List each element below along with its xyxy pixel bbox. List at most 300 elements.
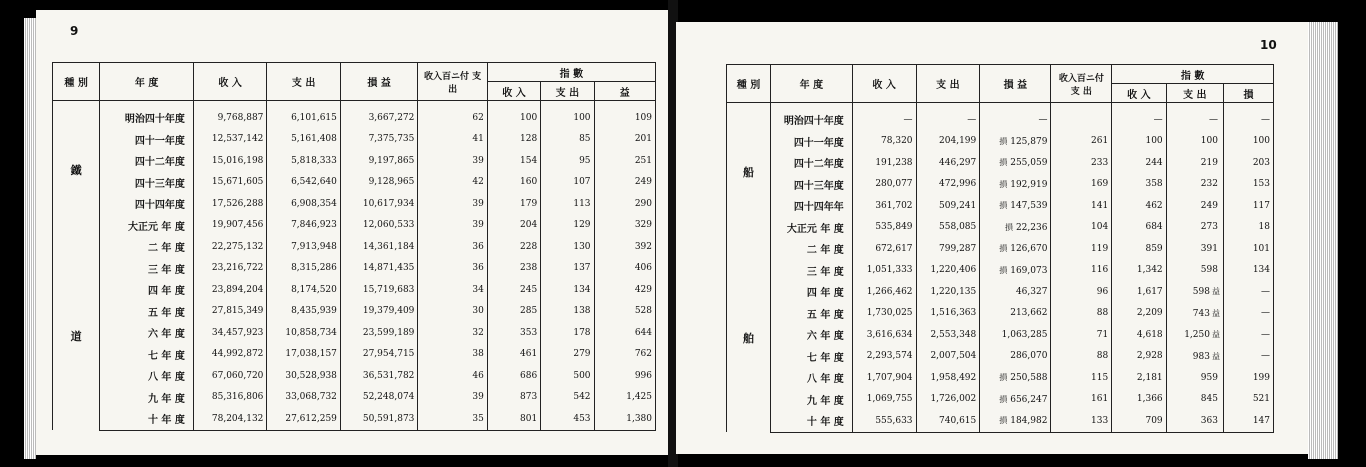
ratio-cell: 141	[1051, 195, 1112, 217]
index-income-cell: 245	[487, 279, 540, 301]
index-income-cell: 179	[487, 193, 540, 215]
profit-cell	[340, 215, 418, 237]
index-expense-cell	[541, 193, 594, 215]
year-cell: 五 年 度	[100, 301, 194, 323]
table-row	[727, 174, 1274, 196]
ratio-cell: 88	[1051, 346, 1112, 368]
index-income-cell: 2,181	[1112, 367, 1166, 389]
profit-value: 23,599,189	[362, 327, 415, 338]
index-profit-cell: 109	[594, 101, 655, 129]
index-expense-value: 983	[1192, 351, 1210, 362]
profit-cell	[980, 174, 1051, 196]
ratio-cell: 116	[1051, 260, 1112, 282]
year-cell: 七 年 度	[100, 344, 194, 366]
ratio-cell: 39	[418, 215, 487, 237]
profit-cell	[980, 389, 1051, 411]
year-cell: 大正元 年 度	[100, 215, 194, 237]
income-cell: 555,633	[852, 410, 916, 432]
index-expense-value: —	[1208, 114, 1218, 125]
expense-cell: 1,516,363	[916, 303, 980, 325]
expense-cell: 8,435,939	[267, 301, 340, 323]
index-profit-cell: —	[1223, 103, 1273, 131]
loss-marker: 損	[999, 265, 1008, 275]
index-expense-cell	[1166, 346, 1223, 368]
loss-marker: 損	[999, 158, 1008, 168]
profit-cell	[340, 129, 418, 151]
index-income-cell: 1,366	[1112, 389, 1166, 411]
index-profit-cell: —	[1223, 303, 1273, 325]
ratio-cell: 161	[1051, 389, 1112, 411]
expense-cell: 1,726,002	[916, 389, 980, 411]
ratio-cell: 38	[418, 344, 487, 366]
index-profit-cell: 329	[594, 215, 655, 237]
header-income: 收 入	[193, 63, 266, 101]
index-income-cell: 128	[487, 129, 540, 151]
index-expense-value: 363	[1200, 415, 1218, 426]
profit-value: 656,247	[1010, 394, 1048, 405]
kind-label-bottom: 道	[70, 330, 82, 343]
index-profit-cell: —	[1223, 281, 1273, 303]
profit-value: 52,248,074	[362, 392, 415, 403]
index-expense-cell	[541, 408, 594, 430]
index-income-cell: 873	[487, 387, 540, 409]
index-income-cell: 2,209	[1112, 303, 1166, 325]
shipping-table	[726, 64, 1274, 433]
table-row	[53, 408, 656, 430]
table-row	[53, 236, 656, 258]
income-cell: 22,275,132	[193, 236, 266, 258]
header-index-income: 收 入	[1112, 84, 1166, 103]
profit-cell	[980, 131, 1051, 153]
year-cell: 九 年 度	[770, 389, 852, 411]
table-row	[53, 150, 656, 172]
profit-cell	[340, 301, 418, 323]
index-profit-cell: 251	[594, 150, 655, 172]
index-expense-cell	[541, 215, 594, 237]
profit-value: 27,954,715	[362, 349, 415, 360]
index-profit-cell: 528	[594, 301, 655, 323]
year-cell: 八 年 度	[770, 367, 852, 389]
year-cell: 五 年 度	[770, 303, 852, 325]
index-income-cell: 709	[1112, 410, 1166, 432]
income-cell: 19,907,456	[193, 215, 266, 237]
profit-cell	[340, 258, 418, 280]
profit-cell	[340, 344, 418, 366]
gain-marker: 益	[1211, 330, 1220, 340]
index-income-cell: 801	[487, 408, 540, 430]
index-profit-cell: 996	[594, 365, 655, 387]
index-expense-cell	[541, 387, 594, 409]
profit-cell	[980, 103, 1051, 131]
profit-value: —	[1038, 114, 1048, 125]
ratio-cell: 39	[418, 150, 487, 172]
index-income-cell: 244	[1112, 152, 1166, 174]
table-row	[53, 258, 656, 280]
year-cell: 九 年 度	[100, 387, 194, 409]
index-profit-cell: 101	[1223, 238, 1273, 260]
ratio-cell: 133	[1051, 410, 1112, 432]
table-row	[53, 215, 656, 237]
index-expense-cell	[1166, 367, 1223, 389]
index-expense-value: 542	[573, 392, 591, 403]
header-index-loss: 損	[1223, 84, 1273, 103]
loss-marker: 損	[999, 136, 1008, 146]
index-profit-cell: —	[1223, 346, 1273, 368]
index-expense-value: 1,250	[1184, 330, 1210, 341]
index-expense-cell	[541, 322, 594, 344]
index-profit-cell: 1,425	[594, 387, 655, 409]
header-ratio: 收入百ニ付 支 出	[418, 63, 487, 101]
ratio-cell: 115	[1051, 367, 1112, 389]
ratio-cell: 30	[418, 301, 487, 323]
index-income-cell: 1,342	[1112, 260, 1166, 282]
profit-value: 255,059	[1010, 158, 1048, 169]
header-index-profit: 益	[594, 82, 655, 101]
profit-value: 12,060,533	[362, 220, 415, 231]
ratio-cell: 39	[418, 387, 487, 409]
ratio-cell: 39	[418, 193, 487, 215]
profit-cell	[340, 387, 418, 409]
table-row	[53, 129, 656, 151]
income-cell: 672,617	[852, 238, 916, 260]
expense-cell: 7,913,948	[267, 236, 340, 258]
kind-cell	[53, 101, 100, 431]
index-income-cell: 154	[487, 150, 540, 172]
index-expense-cell	[1166, 260, 1223, 282]
index-profit-cell: 762	[594, 344, 655, 366]
year-cell: 六 年 度	[100, 322, 194, 344]
index-expense-cell	[1166, 303, 1223, 325]
index-expense-cell	[541, 344, 594, 366]
ratio-cell: 71	[1051, 324, 1112, 346]
page-stack-edge-right	[1308, 22, 1338, 459]
index-expense-value: 598	[1200, 265, 1218, 276]
index-income-cell: 1,617	[1112, 281, 1166, 303]
header-expense: 支 出	[267, 63, 340, 101]
index-expense-value: 391	[1200, 243, 1218, 254]
index-expense-value: 453	[573, 413, 591, 424]
right-page	[676, 22, 1308, 454]
index-income-cell: 204	[487, 215, 540, 237]
income-cell: 15,016,198	[193, 150, 266, 172]
index-expense-value: 130	[573, 241, 591, 252]
index-profit-cell: —	[1223, 324, 1273, 346]
index-income-cell: 228	[487, 236, 540, 258]
year-cell: 大正元 年 度	[770, 217, 852, 239]
index-expense-value: 100	[1200, 136, 1218, 147]
index-expense-value: 598	[1192, 287, 1210, 298]
index-profit-cell: 203	[1223, 152, 1273, 174]
income-cell: 34,457,923	[193, 322, 266, 344]
year-cell: 十 年 度	[100, 408, 194, 430]
header-profit: 損 益	[340, 63, 418, 101]
header-index-expense: 支 出	[1166, 84, 1223, 103]
table-row	[727, 195, 1274, 217]
expense-cell: 8,174,520	[267, 279, 340, 301]
table-row	[53, 101, 656, 129]
expense-cell: 30,528,938	[267, 365, 340, 387]
index-profit-cell: 153	[1223, 174, 1273, 196]
ratio-cell: 35	[418, 408, 487, 430]
profit-cell	[340, 172, 418, 194]
profit-cell	[340, 279, 418, 301]
index-profit-cell: 249	[594, 172, 655, 194]
table-row	[727, 346, 1274, 368]
index-expense-value: 134	[573, 284, 591, 295]
income-cell: 15,671,605	[193, 172, 266, 194]
loss-marker: 損	[999, 201, 1008, 211]
table-row	[727, 103, 1274, 131]
profit-value: 126,670	[1010, 244, 1048, 255]
year-cell: 四十一年度	[770, 131, 852, 153]
ratio-cell: 34	[418, 279, 487, 301]
table-row	[53, 322, 656, 344]
header-income: 收 入	[852, 65, 916, 103]
table-row	[53, 301, 656, 323]
ratio-cell: 46	[418, 365, 487, 387]
profit-value: 1,063,285	[1001, 329, 1048, 340]
header-year: 年 度	[770, 65, 852, 103]
income-cell: 1,707,904	[852, 367, 916, 389]
table-row	[727, 152, 1274, 174]
table-row	[727, 131, 1274, 153]
profit-cell	[980, 260, 1051, 282]
page-stack-edge-left	[24, 18, 36, 459]
ratio-cell: 41	[418, 129, 487, 151]
index-expense-cell	[1166, 324, 1223, 346]
expense-cell: 5,818,333	[267, 150, 340, 172]
profit-value: 184,982	[1010, 416, 1048, 427]
expense-cell: 8,315,286	[267, 258, 340, 280]
year-cell: 四 年 度	[100, 279, 194, 301]
ratio-cell	[1051, 103, 1112, 131]
kind-cell	[727, 103, 771, 433]
profit-value: 286,070	[1010, 351, 1048, 362]
index-expense-cell	[1166, 195, 1223, 217]
index-expense-value: 279	[573, 349, 591, 360]
index-expense-value: 219	[1200, 157, 1218, 168]
index-income-cell: 160	[487, 172, 540, 194]
ratio-cell: 42	[418, 172, 487, 194]
index-expense-value: 249	[1200, 200, 1218, 211]
index-expense-value: 845	[1200, 394, 1218, 405]
index-income-cell: —	[1112, 103, 1166, 131]
expense-cell: 6,908,354	[267, 193, 340, 215]
index-expense-cell	[541, 101, 594, 129]
income-cell: 535,849	[852, 217, 916, 239]
year-cell: 三 年 度	[770, 260, 852, 282]
page-number: 9	[70, 24, 79, 38]
ratio-cell: 233	[1051, 152, 1112, 174]
ratio-cell: 36	[418, 258, 487, 280]
expense-cell: 204,199	[916, 131, 980, 153]
kind-label-bottom: 舶	[742, 332, 754, 345]
index-expense-value: 137	[573, 263, 591, 274]
income-cell: 3,616,634	[852, 324, 916, 346]
expense-cell: 2,553,348	[916, 324, 980, 346]
loss-marker: 損	[999, 179, 1008, 189]
profit-value: 22,236	[1015, 222, 1048, 233]
index-expense-value: 500	[573, 370, 591, 381]
left-page	[36, 10, 670, 455]
profit-cell	[980, 281, 1051, 303]
expense-cell: 558,085	[916, 217, 980, 239]
profit-value: 3,667,272	[368, 112, 415, 123]
header-index-expense: 支 出	[541, 82, 594, 101]
table-row	[53, 193, 656, 215]
profit-value: 147,539	[1010, 201, 1048, 212]
profit-cell	[340, 101, 418, 129]
index-profit-cell: 406	[594, 258, 655, 280]
index-expense-cell	[1166, 410, 1223, 432]
profit-cell	[980, 324, 1051, 346]
expense-cell: 17,038,157	[267, 344, 340, 366]
index-expense-value: 95	[579, 155, 591, 166]
index-expense-cell	[1166, 389, 1223, 411]
table-row	[727, 389, 1274, 411]
index-expense-value: 107	[573, 177, 591, 188]
income-cell: 361,702	[852, 195, 916, 217]
profit-value: 213,662	[1010, 308, 1048, 319]
expense-cell: 10,858,734	[267, 322, 340, 344]
expense-cell: 7,846,923	[267, 215, 340, 237]
page-number: 10	[1260, 38, 1277, 52]
index-expense-cell	[1166, 152, 1223, 174]
index-profit-cell: 199	[1223, 367, 1273, 389]
index-income-cell: 100	[487, 101, 540, 129]
header-kind: 種 別	[727, 65, 771, 103]
index-expense-cell	[1166, 174, 1223, 196]
kind-label-top: 船	[742, 166, 754, 179]
index-expense-value: 129	[573, 220, 591, 231]
year-cell: 四十四年年	[770, 195, 852, 217]
ratio-cell: 104	[1051, 217, 1112, 239]
table-row	[53, 387, 656, 409]
index-profit-cell: 644	[594, 322, 655, 344]
ratio-cell: 88	[1051, 303, 1112, 325]
income-cell: 1,266,462	[852, 281, 916, 303]
income-cell: —	[852, 103, 916, 131]
ratio-cell: 32	[418, 322, 487, 344]
table-row	[53, 279, 656, 301]
profit-cell	[340, 150, 418, 172]
profit-value: 192,919	[1010, 179, 1048, 190]
expense-cell: 740,615	[916, 410, 980, 432]
index-expense-value: 743	[1192, 308, 1210, 319]
index-expense-cell	[1166, 281, 1223, 303]
index-income-cell: 859	[1112, 238, 1166, 260]
year-cell: 八 年 度	[100, 365, 194, 387]
income-cell: 9,768,887	[193, 101, 266, 129]
header-index: 指 數	[487, 63, 655, 82]
index-income-cell: 4,618	[1112, 324, 1166, 346]
kind-label-top: 鐵	[70, 164, 82, 177]
index-profit-cell: 147	[1223, 410, 1273, 432]
ratio-cell: 169	[1051, 174, 1112, 196]
index-expense-cell	[541, 365, 594, 387]
profit-value: 125,879	[1010, 136, 1048, 147]
expense-cell: 33,068,732	[267, 387, 340, 409]
header-index-income: 收 入	[487, 82, 540, 101]
index-income-cell: 686	[487, 365, 540, 387]
header-profit: 損 益	[980, 65, 1051, 103]
profit-value: 169,073	[1010, 265, 1048, 276]
income-cell: 67,060,720	[193, 365, 266, 387]
profit-value: 15,719,683	[362, 284, 415, 295]
index-expense-cell	[541, 236, 594, 258]
year-cell: 四十二年度	[100, 150, 194, 172]
year-cell: 四十二年度	[770, 152, 852, 174]
profit-cell	[980, 238, 1051, 260]
table-row	[53, 365, 656, 387]
railway-table	[52, 62, 656, 431]
income-cell: 85,316,806	[193, 387, 266, 409]
year-cell: 明治四十年度	[100, 101, 194, 129]
index-expense-cell	[541, 150, 594, 172]
year-cell: 明治四十年度	[770, 103, 852, 131]
loss-marker: 損	[999, 394, 1008, 404]
profit-cell	[980, 410, 1051, 432]
year-cell: 十 年 度	[770, 410, 852, 432]
index-profit-cell: 521	[1223, 389, 1273, 411]
year-cell: 四十三年度	[770, 174, 852, 196]
index-expense-cell	[1166, 217, 1223, 239]
profit-value: 14,871,435	[362, 263, 415, 274]
profit-cell	[340, 193, 418, 215]
index-expense-value: 113	[573, 198, 591, 209]
header-kind: 種 別	[53, 63, 100, 101]
table-row	[727, 303, 1274, 325]
index-expense-value: 178	[573, 327, 591, 338]
gain-marker: 益	[1211, 351, 1220, 361]
expense-cell: 472,996	[916, 174, 980, 196]
table-row	[727, 410, 1274, 432]
table-row	[727, 260, 1274, 282]
gain-marker: 益	[1211, 287, 1220, 297]
year-cell: 四十一年度	[100, 129, 194, 151]
index-income-cell: 2,928	[1112, 346, 1166, 368]
profit-cell	[340, 322, 418, 344]
expense-cell: 5,161,408	[267, 129, 340, 151]
ratio-cell: 96	[1051, 281, 1112, 303]
loss-marker: 損	[999, 416, 1008, 426]
income-cell: 78,204,132	[193, 408, 266, 430]
table-row	[727, 217, 1274, 239]
year-cell: 四十三年度	[100, 172, 194, 194]
expense-cell: 27,612,259	[267, 408, 340, 430]
table-row	[727, 324, 1274, 346]
income-cell: 280,077	[852, 174, 916, 196]
expense-cell: 1,220,135	[916, 281, 980, 303]
year-cell: 三 年 度	[100, 258, 194, 280]
table-row	[727, 281, 1274, 303]
profit-value: 50,591,873	[362, 413, 415, 424]
header-ratio: 收入百ニ付 支 出	[1051, 65, 1112, 103]
index-expense-cell	[1166, 103, 1223, 131]
table-row	[727, 238, 1274, 260]
index-income-cell: 358	[1112, 174, 1166, 196]
index-expense-value: 100	[573, 112, 591, 123]
table-row	[727, 367, 1274, 389]
profit-value: 14,361,184	[362, 241, 415, 252]
index-expense-cell	[1166, 238, 1223, 260]
profit-cell	[340, 408, 418, 430]
index-expense-cell	[541, 258, 594, 280]
profit-value: 250,588	[1010, 373, 1048, 384]
expense-cell: 1,958,492	[916, 367, 980, 389]
index-income-cell: 238	[487, 258, 540, 280]
index-expense-cell	[541, 172, 594, 194]
